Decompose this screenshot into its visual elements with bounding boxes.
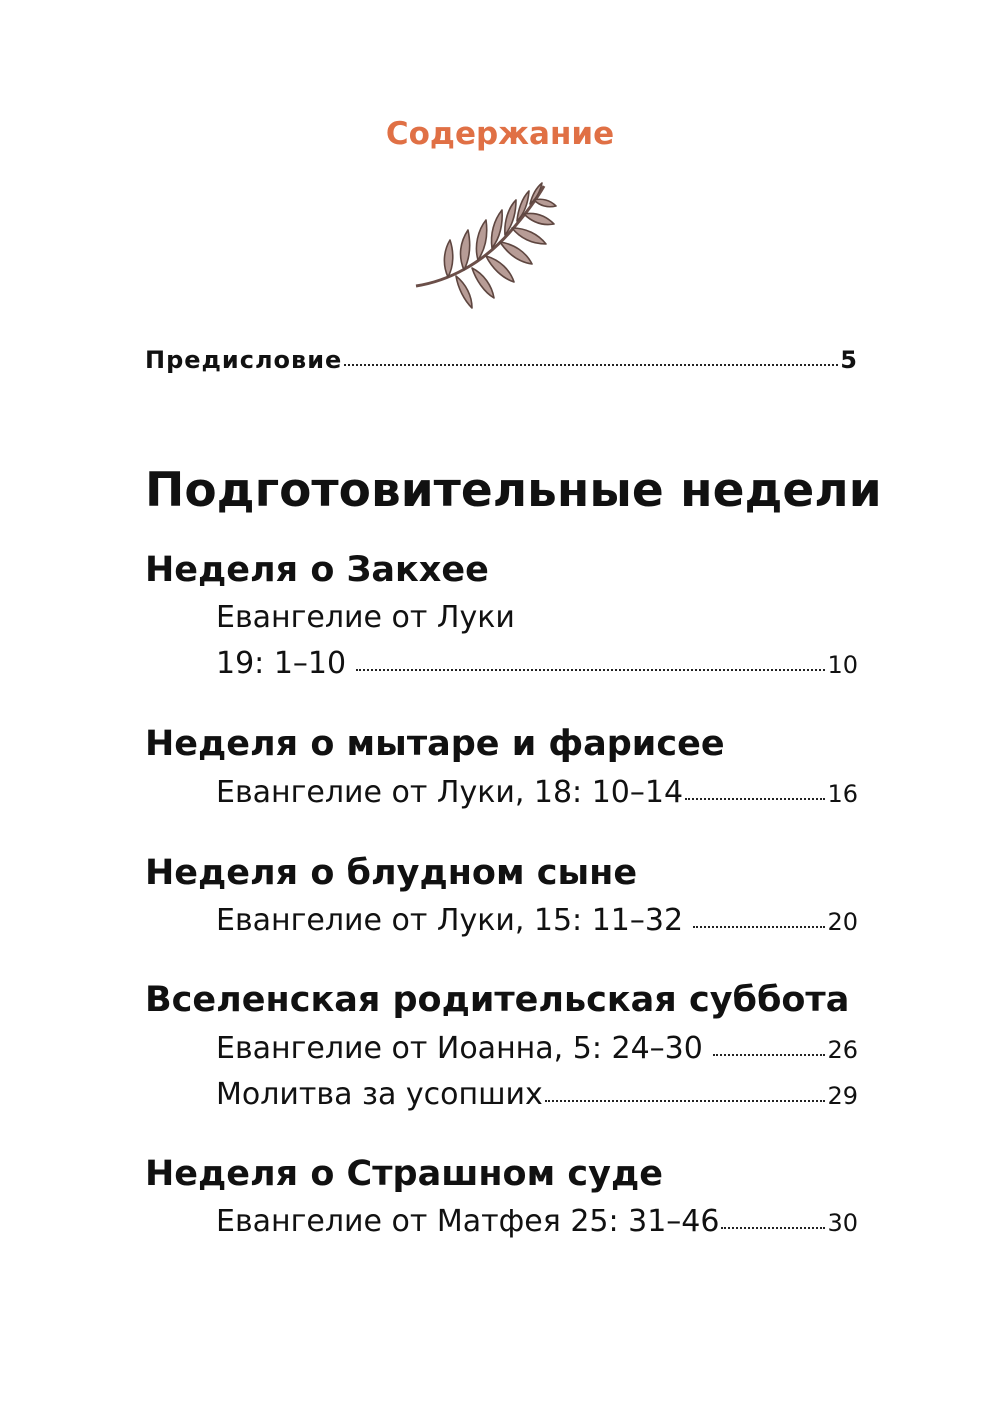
toc-entry-page: 20 (827, 908, 858, 936)
page-title: Содержание (385, 116, 615, 152)
toc-entry-page: 29 (827, 1082, 858, 1110)
toc-entry[interactable] (216, 903, 858, 938)
toc-entry-page: 10 (827, 651, 858, 679)
week-title: Неделя о Страшном суде (145, 1154, 663, 1194)
week-title: Неделя о блудном сыне (145, 853, 638, 893)
toc-entry[interactable] (216, 775, 858, 810)
toc-entry-label: Евангелие от Луки (216, 600, 515, 635)
dot-leader (344, 364, 838, 366)
dot-leader (721, 1227, 825, 1229)
toc-entry-page: 30 (827, 1209, 858, 1237)
dot-leader (685, 798, 825, 800)
dot-leader (545, 1100, 826, 1102)
toc-entry[interactable] (216, 1204, 858, 1239)
week-title: Неделя о мытаре и фарисее (145, 724, 725, 764)
toc-entry-label: Молитва за усопших (216, 1077, 543, 1112)
week-title: Вселенская родительская суббота (145, 980, 850, 1020)
leaf-branch-icon (408, 178, 558, 316)
toc-entry-label: Евангелие от Матфея 25: 31–46 (216, 1204, 720, 1239)
toc-entry-page: 5 (840, 346, 858, 374)
toc-entry-label: Евангелие от Луки, 15: 11–32 (216, 903, 684, 938)
dot-leader (693, 926, 825, 928)
section-title: Подготовительные недели (145, 463, 882, 518)
toc-entry[interactable] (216, 646, 858, 681)
toc-entry-label: 19: 1–10 (216, 646, 347, 681)
toc-entry-page: 26 (827, 1036, 858, 1064)
toc-entry-page: 16 (827, 780, 858, 808)
toc-entry-label: Евангелие от Иоанна, 5: 24–30 (216, 1031, 703, 1066)
toc-entry-preface[interactable] (145, 346, 858, 374)
toc-entry[interactable] (216, 1077, 858, 1112)
dot-leader (713, 1054, 826, 1056)
toc-entry-label: Предисловие (145, 346, 343, 374)
week-title: Неделя о Закхее (145, 550, 489, 590)
toc-entry-label: Евангелие от Луки, 18: 10–14 (216, 775, 684, 810)
dot-leader (356, 669, 825, 671)
toc-entry[interactable] (216, 1031, 858, 1066)
